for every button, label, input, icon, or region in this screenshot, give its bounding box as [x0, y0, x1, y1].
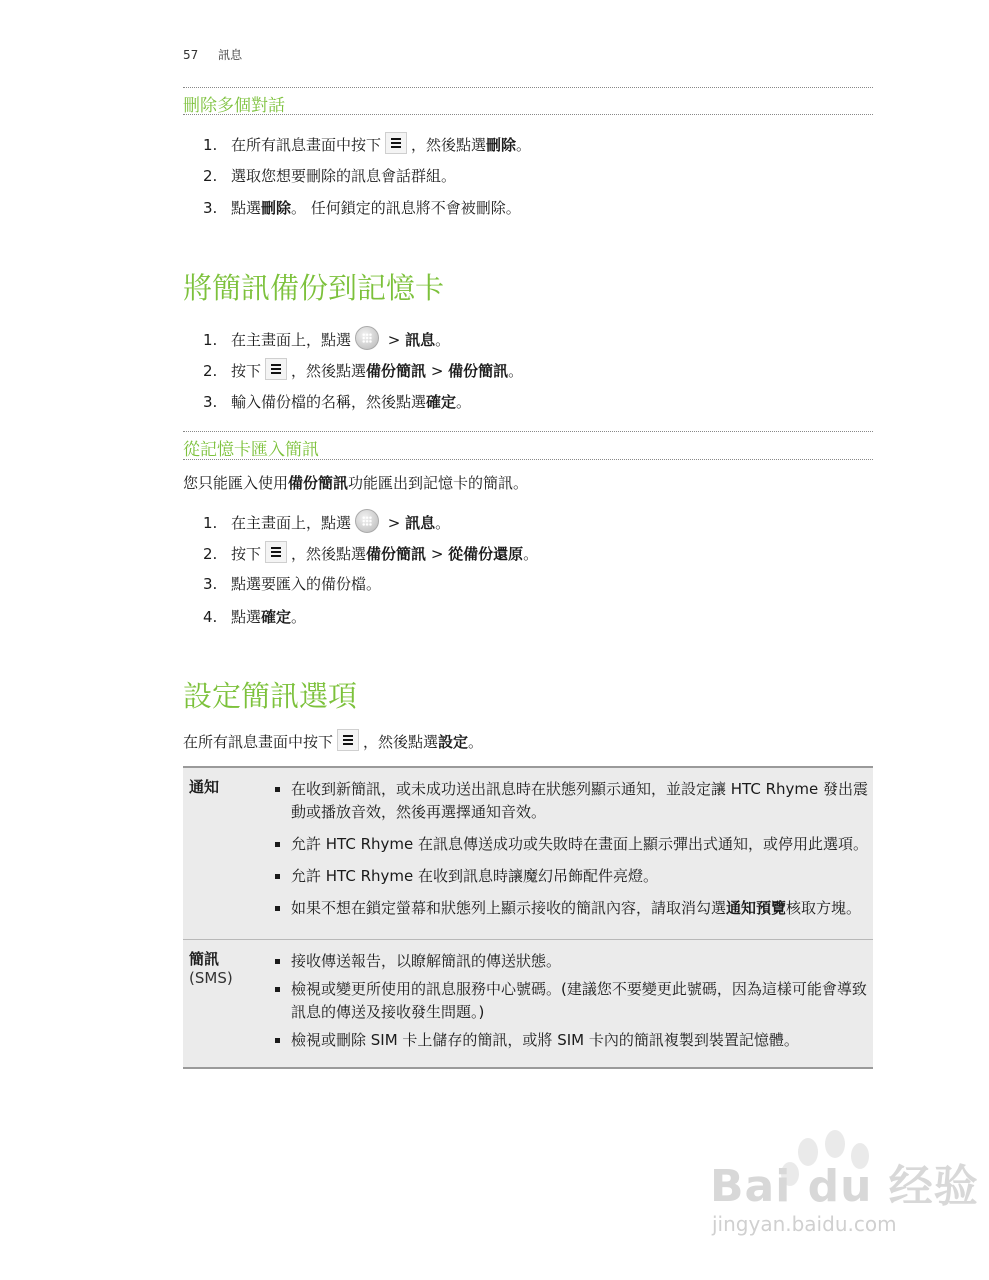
step-number: 3.: [203, 575, 218, 593]
list-item: [271, 897, 871, 920]
step-text: >: [426, 545, 449, 563]
row-label-sub: (SMS): [189, 969, 233, 987]
intro-bold: 設定: [438, 733, 469, 751]
step: [203, 358, 523, 381]
step-text: >: [383, 514, 406, 532]
heading-delete-conversations: 刪除多個對話: [183, 96, 285, 116]
step-bold: 訊息: [405, 514, 436, 532]
options-intro: [183, 729, 483, 752]
menu-icon: [385, 132, 407, 154]
menu-icon: [265, 541, 287, 563]
step-number: 2.: [203, 167, 218, 185]
row-label-text: 簡訊: [189, 950, 220, 968]
step-text: 。: [508, 362, 524, 380]
table-row: [183, 940, 873, 1069]
step-number: 1.: [203, 136, 218, 154]
item-bold: 通知預覽: [726, 899, 787, 917]
step-text: 按下: [231, 362, 262, 380]
divider: [183, 459, 873, 460]
divider: [183, 114, 873, 115]
step-number: 3.: [203, 199, 218, 217]
divider: [183, 431, 873, 432]
step-bold: 從備份還原: [448, 545, 524, 563]
apps-icon: [355, 326, 379, 350]
step-text: 。: [516, 136, 532, 154]
apps-icon: [355, 509, 379, 533]
step-text: 按下: [231, 545, 262, 563]
list-item: 接收傳送報告，以瞭解簡訊的傳送狀態。: [271, 950, 871, 973]
step-number: 2.: [203, 362, 218, 380]
step-text: ，然後點選: [411, 136, 487, 154]
step-text: 輸入備份檔的名稱，然後點選: [231, 393, 427, 411]
step-bold: 確定: [426, 393, 457, 411]
list-item: 允許 HTC Rhyme 在收到訊息時讓魔幻吊飾配件亮燈。: [271, 865, 871, 888]
step-bold: 刪除: [261, 199, 292, 217]
row-label: [183, 767, 271, 940]
table-row: [183, 767, 873, 940]
step-text: ，然後點選: [291, 545, 367, 563]
step-bold: 確定: [261, 608, 292, 626]
step: [203, 509, 450, 533]
step-number: 1.: [203, 331, 218, 349]
step-text: 點選要匯入的備份檔。: [231, 575, 382, 593]
step-number: 3.: [203, 393, 218, 411]
step-text: 點選: [231, 199, 262, 217]
item-text: 核取方塊。: [786, 899, 862, 917]
step: [203, 391, 471, 412]
options-table: [183, 766, 873, 1069]
step-text: 。: [435, 331, 451, 349]
row-content: [271, 940, 873, 1069]
list-item: 檢視或刪除 SIM 卡上儲存的簡訊，或將 SIM 卡內的簡訊複製到裝置記憶體。: [271, 1029, 871, 1052]
list-item: 在收到新簡訊，或未成功送出訊息時在狀態列顯示通知，並設定讓 HTC Rhyme 發出震動或播放音效，然後再選擇通知音效。: [271, 778, 871, 824]
row-label: [183, 940, 271, 1069]
step-text: 在主畫面上，點選: [231, 514, 352, 532]
step-bold: 備份簡訊: [448, 362, 509, 380]
step-text: >: [426, 362, 449, 380]
item-text: 如果不想在鎖定螢幕和狀態列上顯示接收的簡訊內容，請取消勾選: [291, 899, 727, 917]
step-text: 。: [291, 608, 307, 626]
step-number: 1.: [203, 514, 218, 532]
step-text: >: [383, 331, 406, 349]
step-bold: 刪除: [486, 136, 517, 154]
watermark-brand: Bai du 经验: [710, 1161, 979, 1212]
step-bold: 訊息: [405, 331, 436, 349]
step-text: ，然後點選: [291, 362, 367, 380]
step-text: 點選: [231, 608, 262, 626]
step-bold: 備份簡訊: [366, 362, 427, 380]
step-text: 選取您想要刪除的訊息會話群組。: [231, 167, 457, 185]
list-item: 允許 HTC Rhyme 在訊息傳送成功或失敗時在畫面上顯示彈出式通知，或停用此選項。: [271, 833, 871, 856]
import-intro: [183, 472, 528, 493]
step: [203, 541, 538, 564]
intro-text: ，然後點選: [363, 733, 439, 751]
intro-text: 在所有訊息畫面中按下: [183, 733, 334, 751]
chapter-title: 訊息: [218, 48, 243, 62]
step-text: 。: [456, 393, 472, 411]
step-text: 在主畫面上，點選: [231, 331, 352, 349]
menu-icon: [265, 358, 287, 380]
intro-bold: 備份簡訊: [288, 474, 349, 492]
step: [203, 197, 521, 218]
step: [203, 165, 456, 186]
heading-backup-sms: 將簡訊備份到記憶卡: [183, 271, 445, 305]
step-number: 2.: [203, 545, 218, 563]
step-bold: 備份簡訊: [366, 545, 427, 563]
intro-text: 您只能匯入使用: [183, 474, 289, 492]
divider: [183, 87, 873, 88]
step: [203, 132, 531, 155]
list-item: 檢視或變更所使用的訊息服務中心號碼。(建議您不要變更此號碼，因為這樣可能會導致訊息的傳送及接收發生問題。): [271, 978, 871, 1024]
heading-import-sms: 從記憶卡匯入簡訊: [183, 440, 319, 460]
page-number: 57: [183, 48, 199, 62]
intro-text: 。: [468, 733, 484, 751]
heading-sms-options: 設定簡訊選項: [183, 679, 358, 713]
row-content: [271, 767, 873, 940]
step-number: 4.: [203, 608, 218, 626]
step-text: 。: [435, 514, 451, 532]
step-text: 。: [523, 545, 539, 563]
watermark-url: jingyan.baidu.com: [712, 1212, 897, 1236]
intro-text: 功能匯出到記憶卡的簡訊。: [348, 474, 529, 492]
step-text: 在所有訊息畫面中按下: [231, 136, 382, 154]
step: [203, 326, 450, 350]
menu-icon: [337, 729, 359, 751]
row-label-text: 通知: [189, 778, 220, 796]
step: [203, 606, 306, 627]
step-text: 。 任何鎖定的訊息將不會被刪除。: [291, 199, 521, 217]
page-header: [183, 46, 242, 63]
step: [203, 573, 381, 594]
